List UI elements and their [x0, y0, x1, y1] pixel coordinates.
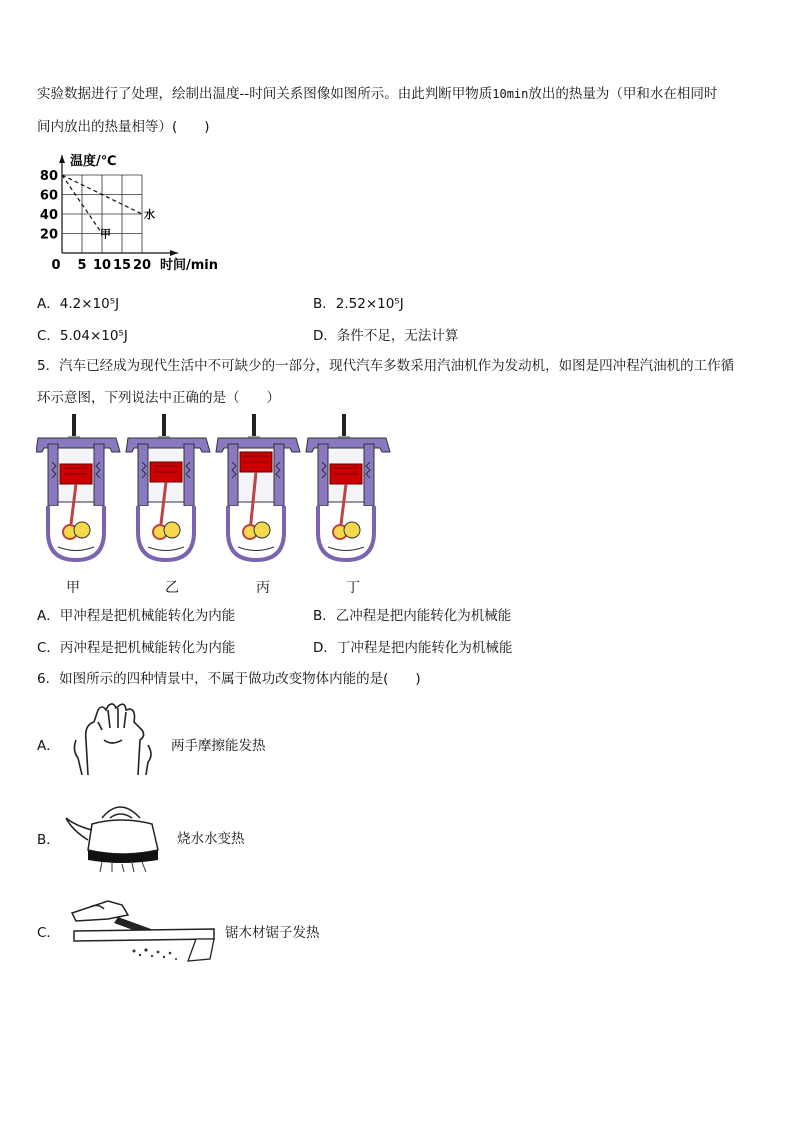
series-label: 水	[144, 208, 155, 221]
q6-stem: 6．如图所示的四种情景中，不属于做功改变物体内能的是( )	[37, 671, 421, 687]
engine-yi	[126, 414, 210, 560]
q5-option-a[interactable]: A．甲冲程是把机械能转化为内能	[37, 608, 236, 624]
y-axis-arrow	[59, 155, 65, 163]
q6-option-b-letter[interactable]: B．	[37, 832, 60, 848]
q6-option-a-caption: 两手摩擦能发热	[171, 738, 266, 754]
q4-intro-pre: 实验数据进行了处理，绘制出温度--时间关系图像如图所示。由此判断甲物质	[37, 86, 493, 102]
kettle-on-stove-image	[62, 796, 172, 874]
x-axis-arrow	[170, 250, 178, 256]
engine-diagrams	[36, 412, 396, 572]
q4-intro-mono: 10min	[492, 87, 529, 101]
y-tick-label: 40	[39, 208, 58, 223]
y-tick-label: 60	[39, 188, 58, 204]
q4-intro-post: 放出的热量为（甲和水在相同时	[528, 86, 718, 102]
q4-option-c[interactable]: C．5.04×10⁵J	[37, 328, 128, 344]
q4-intro-line1	[37, 82, 717, 102]
q5-stem-line2: 环示意图，下列说法中正确的是（ ）	[37, 390, 280, 406]
sawing-wood-image	[68, 893, 218, 968]
q5-stem-line1: 5．汽车已经成为现代生活中不可缺少的一部分，现代汽车多数采用汽油机作为发动机，如图是四冲程汽油机的工作循	[37, 358, 735, 374]
engine-ding	[306, 414, 390, 560]
y-tick-label: 20	[39, 227, 58, 243]
y-axis-label: 温度/℃	[70, 154, 117, 169]
rubbing-hands-image	[68, 700, 158, 778]
y-tick-label: 80	[39, 169, 58, 184]
x-tick-label: 15	[112, 258, 132, 273]
q6-option-a-letter[interactable]: A．	[37, 738, 60, 754]
engine-label-bing: 丙	[256, 580, 270, 596]
engine-label-jia: 甲	[66, 580, 80, 596]
q5-option-b[interactable]: B．乙冲程是把内能转化为机械能	[313, 608, 512, 624]
q4-option-a[interactable]: A．4.2×10⁵J	[37, 296, 120, 312]
temperature-time-chart	[36, 143, 236, 277]
q6-option-b-caption: 烧水水变热	[177, 831, 245, 847]
x-tick-label: 10	[92, 258, 112, 273]
engine-bing	[216, 414, 300, 560]
engine-label-ding: 丁	[346, 580, 360, 596]
q4-intro-line2: 间内放出的热量相等）( )	[37, 119, 210, 135]
x-tick-label: 5	[77, 258, 87, 273]
engine-label-yi: 乙	[165, 580, 179, 596]
x-axis-label: 时间/min	[160, 258, 219, 273]
q6-option-c-caption: 锯木材锯子发热	[225, 925, 320, 941]
x-tick-label: 20	[132, 258, 152, 273]
q5-option-d[interactable]: D．丁冲程是把内能转化为机械能	[313, 640, 513, 656]
x-tick-label: 0	[51, 258, 61, 273]
engine-jia	[36, 414, 120, 560]
q5-option-c[interactable]: C．丙冲程是把机械能转化为内能	[37, 640, 236, 656]
q4-option-d[interactable]: D．条件不足，无法计算	[313, 328, 459, 344]
q4-option-b[interactable]: B．2.52×10⁵J	[313, 296, 404, 312]
q6-option-c-letter[interactable]: C．	[37, 925, 60, 941]
series-label: 甲	[100, 227, 111, 241]
